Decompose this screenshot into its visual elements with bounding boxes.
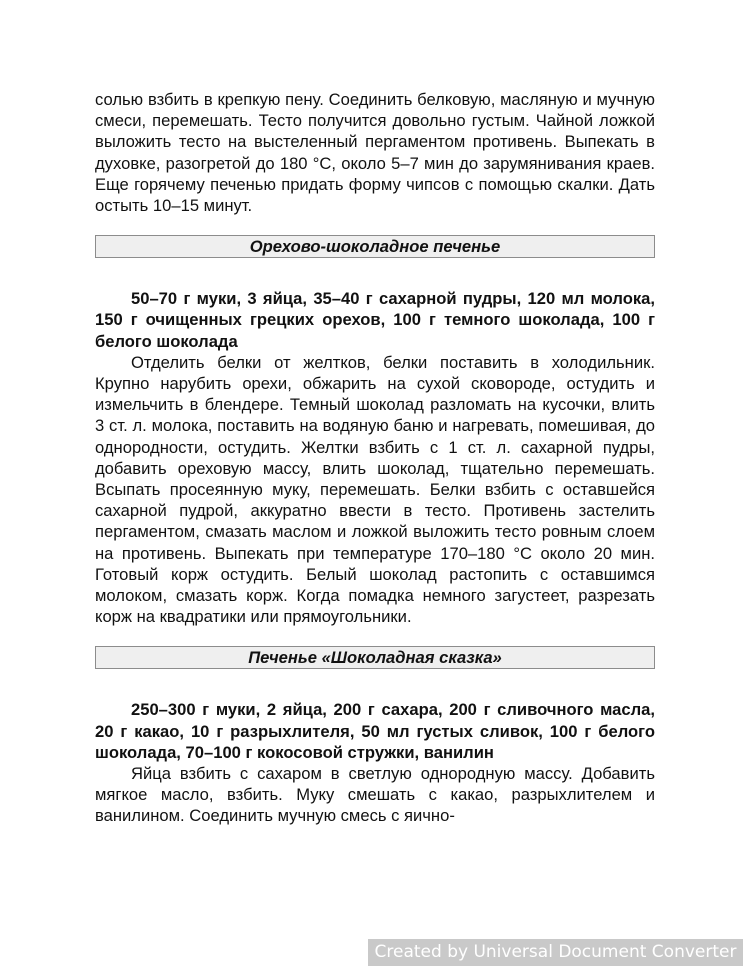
recipe-method-walnut-chocolate-cookies: Отделить белки от желтков, белки поставить в холодильник. Крупно нарубить орехи, обжарить на сухой сковороде, остудить и измельчить в блендере. Темный шоколад разломать на кусочки, влить 3 ст. л. молока, поставить на водяную баню и нагревать, помешивая, до однородности, остудить. Желтки взбить с 1 ст. л. сахарной пудры, добавить ореховую массу, влить шоколад, тщательно перемешать. Всыпать просеянную муку, перемешать. Белки взбить с оставшейся сахарной пудрой, аккуратно ввести в тесто. Противень застелить пергаментом, смазать маслом и ложкой выложить тесто ровным слоем на противень. Выпекать при температуре 170–180 °С около 20 мин. Готовый корж остудить. Белый шоколад растопить с оставшимся молоком, смазать корж. Когда помадка немного загустеет, разрезать корж на квадратики или прямоугольники. — [95, 352, 655, 627]
watermark-banner: Created by Universal Document Converter — [368, 939, 743, 966]
recipe-ingredients-walnut-chocolate-cookies: 50–70 г муки, 3 яйца, 35–40 г сахарной пудры, 120 мл молока, 150 г очищенных грецких орехов, 100 г темного шоколада, 100 г белого шоколада — [95, 289, 655, 351]
recipe-title-chocolate-fairytale-cookies: Печенье «Шоколадная сказка» — [95, 646, 655, 669]
recipe-title-walnut-chocolate-cookies: Орехово-шоколадное печенье — [95, 235, 655, 258]
recipe-method-chocolate-fairytale-cookies: Яйца взбить с сахаром в светлую однородную массу. Добавить мягкое масло, взбить. Муку смешать с какао, разрыхлителем и ванилином. Соединить мучную смесь с яично- — [95, 764, 655, 826]
recipe-ingredients-chocolate-fairytale-cookies: 250–300 г муки, 2 яйца, 200 г сахара, 200 г сливочного масла, 20 г какао, 10 г разрыхлителя, 50 мл густых сливок, 100 г белого шоколада, 70–100 г кокосовой стружки, ванилин — [95, 700, 655, 762]
intro-paragraph: солью взбить в крепкую пену. Соединить белковую, масляную и мучную смеси, перемешать. Тесто получится довольно густым. Чайной ложкой выложить тесто на выстеленный пергаментом противень. Выпекать в духовке, разогретой до 180 °С, около 5–7 мин до зарумянивания краев. Еще горячему печенью придать форму чипсов с помощью скалки. Дать остыть 10–15 минут. — [95, 90, 655, 216]
document-page — [95, 89, 655, 827]
